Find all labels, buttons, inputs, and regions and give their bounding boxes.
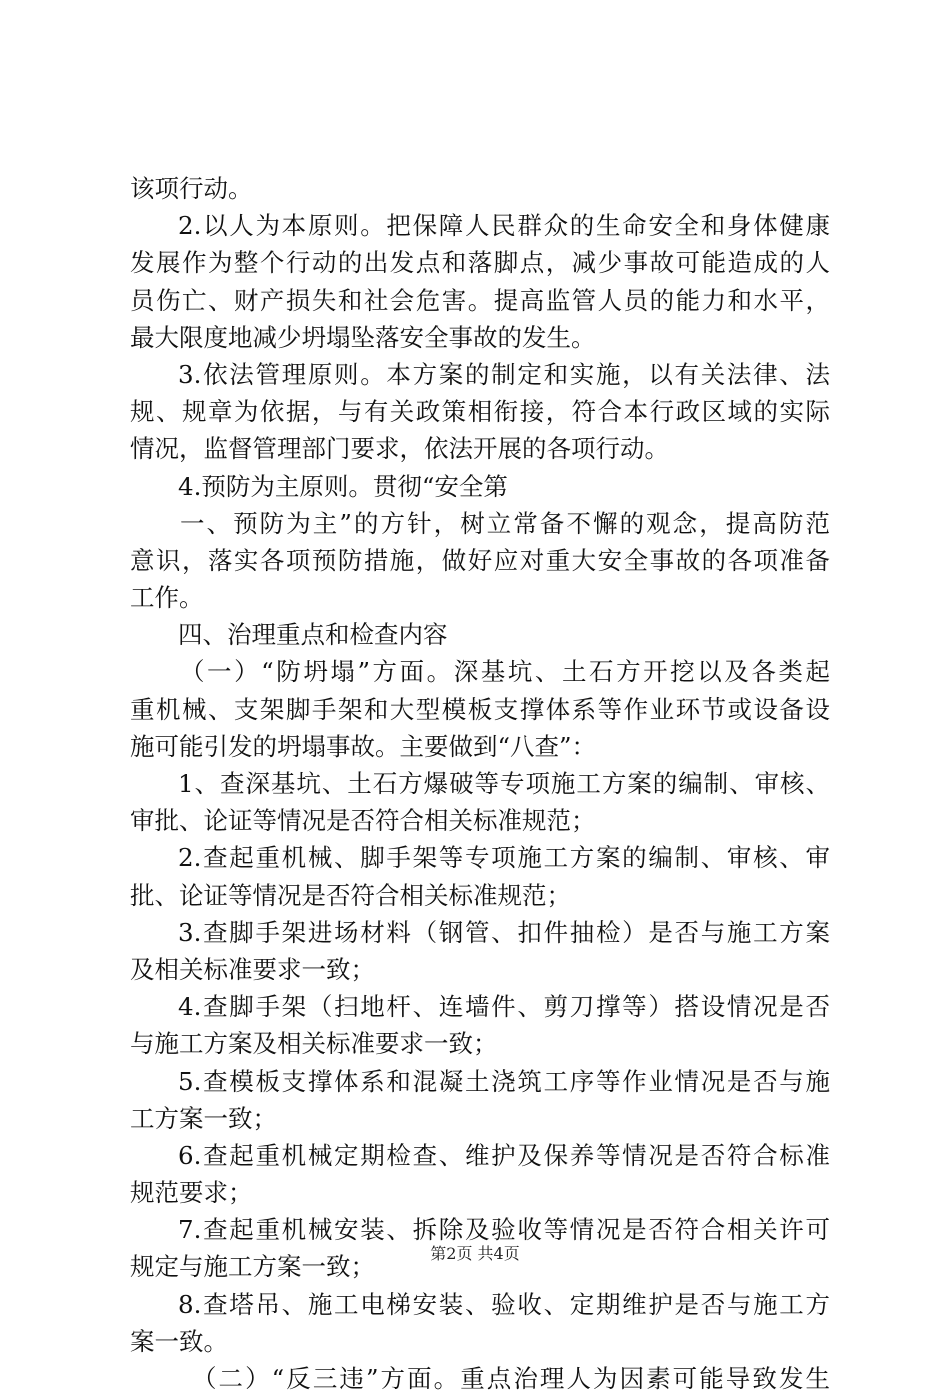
text-line: 4.预防为主原则。贯彻“安全第 — [178, 471, 508, 501]
text-line: 规定与施工方案一致； — [130, 1252, 375, 1282]
text-line: 3.查脚手架进场材料（钢管、扣件抽检）是否与施工方案 — [178, 917, 830, 947]
text-line: （二）“反三违”方面。重点治理人为因素可能导致发生 — [192, 1364, 830, 1393]
text-line: 施可能引发的坍塌事故。主要做到“八查”： — [130, 731, 597, 761]
text-line: 意识，落实各项预防措施，做好应对重大安全事故的各项准备 — [130, 545, 830, 575]
text-line: 工方案一致； — [130, 1103, 277, 1133]
text-line: 规范要求； — [130, 1178, 253, 1208]
text-line: 发展作为整个行动的出发点和落脚点，减少事故可能造成的人 — [130, 248, 830, 278]
text-line: 8.查塔吊、施工电梯安装、验收、定期维护是否与施工方 — [178, 1289, 830, 1319]
text-line: 情况，监督管理部门要求，依法开展的各项行动。 — [130, 434, 669, 464]
text-line: 与施工方案及相关标准要求一致； — [130, 1029, 498, 1059]
text-line: 批、论证等情况是否符合相关标准规范； — [130, 880, 571, 910]
text-line: 7.查起重机械安装、拆除及验收等情况是否符合相关许可 — [178, 1215, 830, 1245]
text-line: 6.查起重机械定期检查、维护及保养等情况是否符合标准 — [178, 1140, 830, 1170]
text-line: 员伤亡、财产损失和社会危害。提高监管人员的能力和水平， — [130, 285, 830, 315]
text-line: 2.查起重机械、脚手架等专项施工方案的编制、审核、审 — [178, 843, 830, 873]
section-heading: 四、治理重点和检查内容 — [178, 620, 448, 650]
text-line: 及相关标准要求一致； — [130, 954, 375, 984]
document-body — [130, 170, 830, 1397]
text-line: 工作。 — [130, 583, 204, 613]
text-line: 5.查模板支撑体系和混凝土浇筑工序等作业情况是否与施 — [178, 1066, 830, 1096]
text-line: 最大限度地减少坍塌坠落安全事故的发生。 — [130, 322, 596, 352]
page-number: 第2页 共4页 — [430, 1244, 520, 1263]
text-line: 重机械、支架脚手架和大型模板支撑体系等作业环节或设备设 — [130, 694, 830, 724]
text-line: 该项行动。 — [130, 174, 253, 203]
text-line: 2.以人为本原则。把保障人民群众的生命安全和身体健康 — [178, 211, 830, 241]
text-line: 审批、论证等情况是否符合相关标准规范； — [130, 806, 596, 836]
text-line: 案一致。 — [130, 1326, 228, 1356]
text-line: 规、规章为依据，与有关政策相衔接，符合本行政区域的实际 — [130, 397, 830, 427]
text-line: 4.查脚手架（扫地杆、连墙件、剪刀撑等）搭设情况是否 — [178, 992, 830, 1022]
text-line: （一）“防坍塌”方面。深基坑、土石方开挖以及各类起 — [180, 657, 830, 687]
text-line: 1、查深基坑、土石方爆破等专项施工方案的编制、审核、 — [178, 769, 830, 798]
text-line: 一、预防为主”的方针，树立常备不懈的观念，提高防范 — [180, 508, 830, 538]
text-line: 3.依法管理原则。本方案的制定和实施，以有关法律、法 — [178, 359, 830, 389]
